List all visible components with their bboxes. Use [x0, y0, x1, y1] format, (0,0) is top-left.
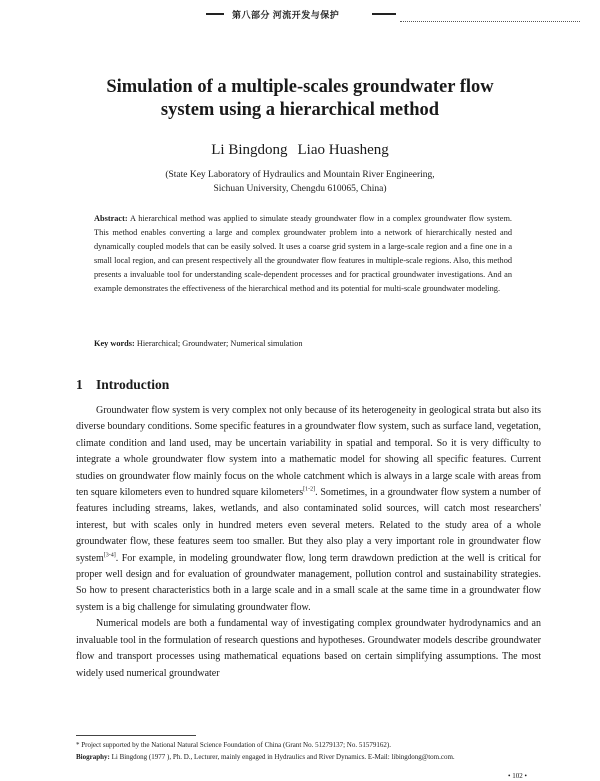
running-header: [150, 8, 580, 22]
biography-text: Li Bingdong (1977 ), Ph. D., Lecturer, mainly engaged in Hydraulics and River Dynamics. E-Mail: libingdong@tom.com.: [111, 753, 455, 761]
header-dash-left: [206, 13, 224, 15]
abstract: [94, 212, 512, 297]
keywords-label: Key words:: [94, 339, 135, 348]
section-title: Introduction: [96, 377, 170, 392]
title-line-1: Simulation of a multiple-scales groundwater flow: [106, 77, 494, 97]
affiliation-line-2: Sichuan University, Chengdu 610065, China): [213, 184, 387, 194]
header-text: 第八部分 河流开发与保护: [232, 10, 340, 20]
biography-label: Biography:: [76, 753, 110, 761]
body-text: [76, 403, 541, 682]
paper-title: [60, 76, 540, 122]
abstract-label: Abstract:: [94, 214, 128, 223]
keywords: [94, 339, 512, 348]
affiliation: [60, 168, 540, 196]
section-number: 1: [76, 377, 83, 392]
paragraph-1: [76, 403, 541, 616]
abstract-text: A hierarchical method was applied to simulate steady groundwater flow in a complex groundwater flow system. This method enables converting a large and complex groundwater problem into a network of hierarchically nested and dynamically coupled models that can be easily solved. It uses a coarse grid system in a large-scale region and a fine one in a small local region, and can present respectively all the groundwater flow features in multiple-scale regions. Also, this method presents a invaluable tool for understanding scale-dependent processes and for practical groundwater investigations. And an example demonstrates the effectiveness of the hierarchical method and its potential for multi-scale groundwater modeling.: [94, 214, 512, 294]
footnote-funding: * Project supported by the National Natural Science Foundation of China (Grant No. 51279137; No. 51579162).: [76, 741, 391, 749]
authors: [60, 142, 540, 159]
page-number: • 102 •: [508, 772, 527, 780]
keywords-text: Hierarchical; Groundwater; Numerical simulation: [136, 339, 303, 348]
footnote-rule: [76, 735, 196, 736]
title-line-2: system using a hierarchical method: [160, 100, 440, 120]
paragraph-1-part-a: Groundwater flow system is very complex not only because of its heterogeneity in geological strata but also its diverse boundary conditions. Some specific features in a groundwater flow system, such as surface land, vegetation, climate condition and land used, may be uncertain variability in spatial and temporal. So it is very difficulty to integrate a whole groundwater flow system into a mathematic model for showing all specific features. Current studies on groundwater flow mainly focus on the whole catchment which is always in a large scale with areas from ten square kilometers even to hundred square kilometers: [76, 405, 541, 499]
author-1: Li Bingdong: [211, 142, 288, 158]
citation-2: [3-4]: [103, 552, 116, 559]
section-heading: [76, 377, 169, 393]
paragraph-1-part-c: . For example, in modeling groundwater flow, long term drawdown prediction at the well is critical for proper well design and for evaluation of groundwater management, pollution control and sustainability strategies. So how to present characteristics both in a large scale and in a small scale at the same time in a groundwater flow system is a big challenge for simulating groundwater flow.: [76, 552, 541, 613]
affiliation-line-1: (State Key Laboratory of Hydraulics and Mountain River Engineering,: [165, 170, 435, 180]
footnotes: [76, 739, 541, 763]
paragraph-2: Numerical models are both a fundamental way of investigating complex groundwater hydrodynamics and an invaluable tool in the formulation of research questions and hypotheses. Groundwater models describe groundwater flow and transport processes using mathematical equations based on certain simplifying assumptions. The most widely used numerical groundwater: [76, 618, 541, 679]
footnote-biography: [76, 751, 541, 763]
citation-1: [1-2]: [303, 486, 316, 493]
header-rule: [400, 21, 580, 22]
header-dash-right: [372, 13, 396, 15]
paragraph-1-part-b: . Sometimes, in a groundwater flow system a number of features including streams, lakes, wetlands, and also contaminated solid sources, will catch most researchers' interest, but with scales only in hundred meters even several meters. Related to the study area of a whole groundwater flow, these features seem too smaller. But they also play a very important role in groundwater flow system: [76, 487, 541, 564]
author-2: Liao Huasheng: [297, 142, 389, 158]
